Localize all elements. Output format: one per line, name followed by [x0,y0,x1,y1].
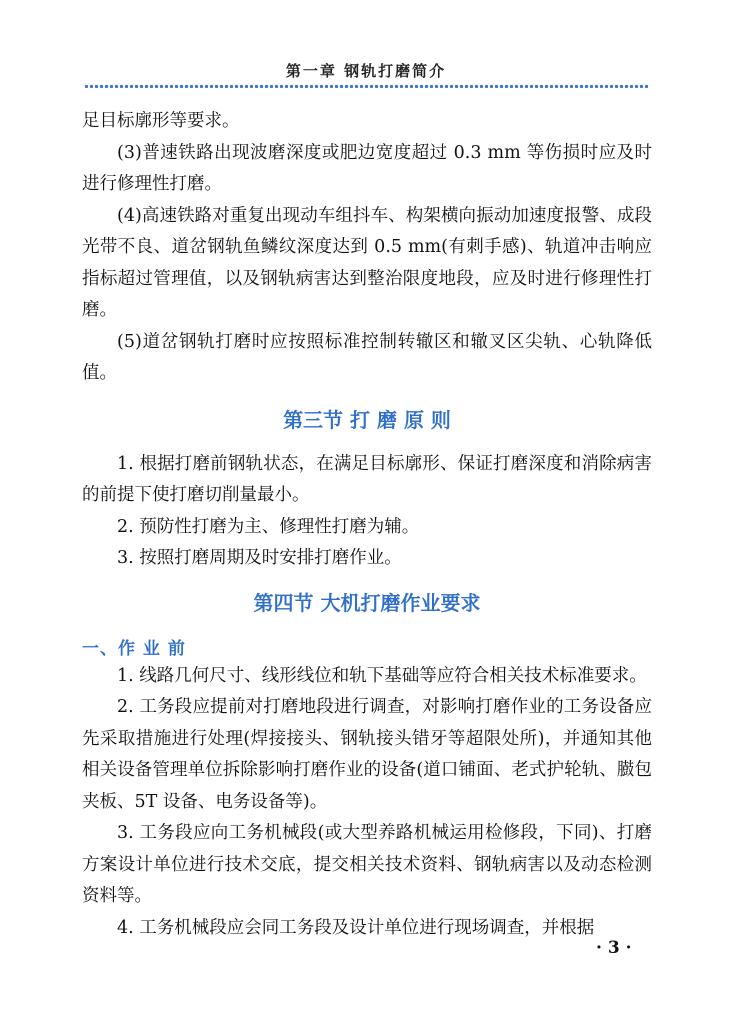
paragraph: (5)道岔钢轨打磨时应按照标准控制转辙区和辙叉区尖轨、心轨降低值。 [82,331,652,383]
list-item: 2. 工务段应提前对打磨地段进行调查，对影响打磨作业的工务设备应先采取措施进行处理(焊接接头、钢轨接头错牙等超限处所)，并通知其他相关设备管理单位拆除影响打磨作业的设备(道口铺面、老式护轮轨、臌包夹板、5T 设备、电务设备等)。 [82,697,652,812]
paragraph: (3)普速铁路出现波磨深度或肥边宽度超过 0.3 mm 等伤损时应及时进行修理性打磨。 [82,142,652,194]
paragraph: (4)高速铁路对重复出现动车组抖车、构架横向振动加速度报警、成段光带不良、道岔钢轨鱼鳞纹深度达到 0.5 mm(有刺手感)、轨道冲击响应指标超过管理值，以及钢轨病害达到整治限度地段，应及时进行修理性打磨。 [82,205,652,320]
list-item: 1. 根据打磨前钢轨状态，在满足目标廓形、保证打磨深度和消除病害的前提下使打磨切削量最小。 [82,453,652,505]
list-item: 1. 线路几何尺寸、线形线位和轨下基础等应符合相关技术标准要求。 [117,665,647,686]
section-title-4: 第四节 大机打磨作业要求 [253,590,481,615]
page-body [82,106,652,944]
paragraph: 足目标廓形等要求。 [82,111,240,131]
list-item: 2. 预防性打磨为主、修理性打磨为辅。 [117,516,420,537]
subheading-before-work: 一、作 业 前 [82,638,186,659]
list-item: 3. 按照打磨周期及时安排打磨作业。 [117,548,402,568]
section-title-3: 第三节 打 磨 原 则 [283,407,451,432]
page-number: · 3 · [596,938,632,958]
header-dotted-rule [84,84,650,92]
list-item: 3. 工务段应向工务机械段(或大型养路机械运用检修段，下同)、打磨方案设计单位进行技术交底，提交相关技术资料、钢轨病害以及动态检测资料等。 [82,823,652,906]
running-header: 第一章 钢轨打磨简介 [285,62,447,80]
list-item: 4. 工务机械段应会同工务段及设计单位进行现场调查，并根据 [117,917,595,938]
